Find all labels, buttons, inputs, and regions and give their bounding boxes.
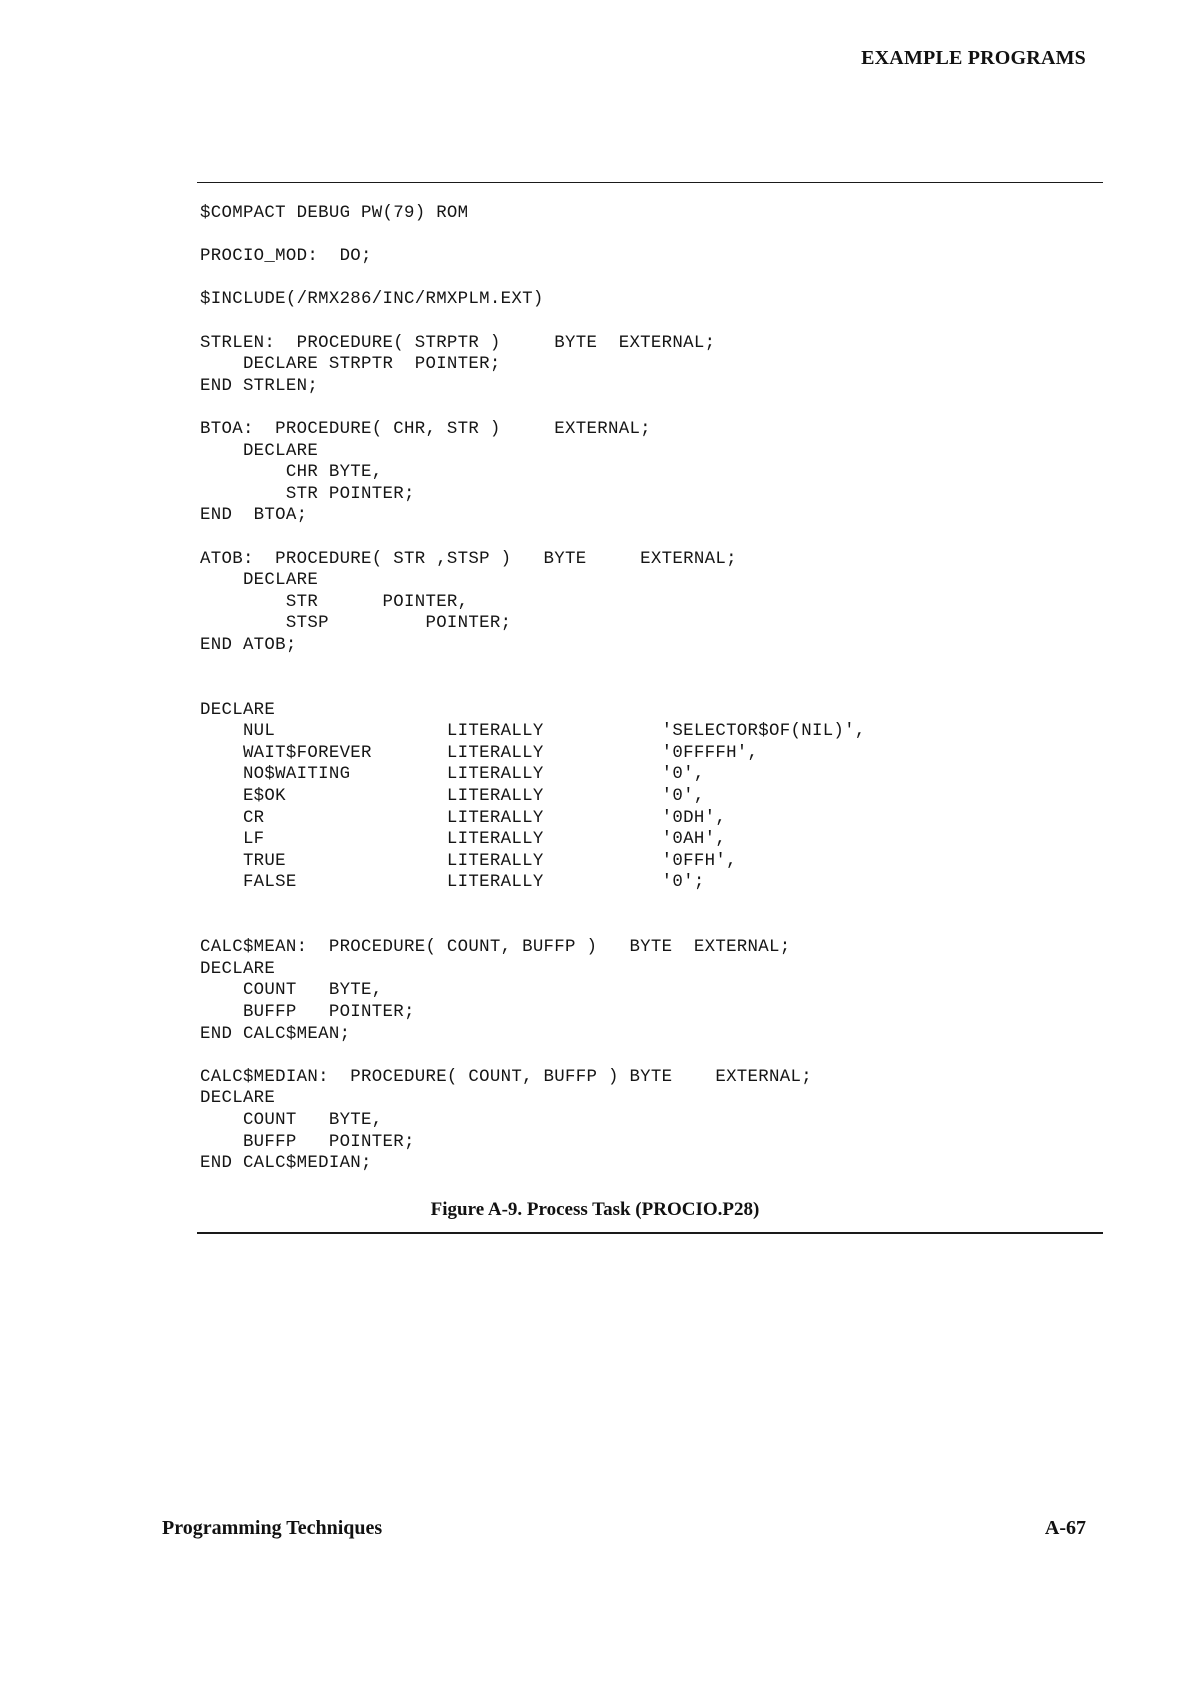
- code-line: $COMPACT DEBUG PW(79) ROM: [200, 204, 469, 223]
- code-line: E$OK LITERALLY '0',: [200, 787, 705, 807]
- code-line: DECLARE: [200, 441, 319, 461]
- code-line: DECLARE: [200, 959, 276, 979]
- code-line: LF LITERALLY '0AH',: [200, 830, 727, 850]
- page-number: A-67: [1044, 1517, 1086, 1539]
- code-line: [200, 678, 866, 700]
- footer-book-title: Programming Techniques: [162, 1517, 383, 1539]
- code-line: NUL LITERALLY 'SELECTOR$OF(NIL)',: [200, 722, 866, 742]
- code-line: DECLARE: [200, 571, 319, 591]
- code-line: PROCIO_MOD: DO;: [200, 247, 372, 267]
- code-line: [200, 397, 866, 419]
- code-line: STRLEN: PROCEDURE( STRPTR ) BYTE EXTERNAL;: [200, 333, 716, 353]
- code-line: DECLARE STRPTR POINTER;: [200, 355, 501, 375]
- code-line: DECLARE: [200, 1089, 276, 1109]
- code-line: STR POINTER;: [200, 484, 415, 504]
- code-line: STR POINTER,: [200, 592, 469, 612]
- code-line: TRUE LITERALLY '0FFH',: [200, 851, 737, 871]
- figure-top-rule: [197, 182, 1103, 183]
- code-line: BTOA: PROCEDURE( CHR, STR ) EXTERNAL;: [200, 419, 651, 439]
- code-line: [200, 656, 866, 678]
- code-line: END BTOA;: [200, 506, 308, 526]
- code-line: END ATOB;: [200, 635, 297, 655]
- code-line: [200, 311, 866, 333]
- code-line: BUFFP POINTER;: [200, 1132, 415, 1152]
- code-listing: [200, 203, 866, 1175]
- code-line: END CALC$MEDIAN;: [200, 1154, 372, 1174]
- code-line: CALC$MEAN: PROCEDURE( COUNT, BUFFP ) BYTE EXTERNAL;: [200, 938, 791, 958]
- code-line: [200, 225, 866, 247]
- code-line: CHR BYTE,: [200, 463, 383, 483]
- code-line: COUNT BYTE,: [200, 1110, 383, 1130]
- code-line: ATOB: PROCEDURE( STR ,STSP ) BYTE EXTERNAL;: [200, 549, 737, 569]
- running-header: EXAMPLE PROGRAMS: [861, 47, 1086, 69]
- code-line: [200, 527, 866, 549]
- code-line: [200, 894, 866, 916]
- code-line: FALSE LITERALLY '0';: [200, 873, 705, 893]
- code-line: END CALC$MEAN;: [200, 1024, 351, 1044]
- code-line: COUNT BYTE,: [200, 981, 383, 1001]
- code-line: [200, 1045, 866, 1067]
- figure-caption: Figure A-9. Process Task (PROCIO.P28): [430, 1199, 760, 1220]
- code-line: STSP POINTER;: [200, 614, 512, 634]
- code-line: CALC$MEDIAN: PROCEDURE( COUNT, BUFFP ) BYTE EXTERNAL;: [200, 1067, 812, 1087]
- code-line: [200, 268, 866, 290]
- code-line: WAIT$FOREVER LITERALLY '0FFFFH',: [200, 743, 759, 763]
- figure-bottom-rule: [197, 1232, 1103, 1234]
- code-line: $INCLUDE(/RMX286/INC/RMXPLM.EXT): [200, 290, 544, 310]
- code-line: END STRLEN;: [200, 376, 319, 396]
- code-line: DECLARE: [200, 700, 276, 720]
- code-line: CR LITERALLY '0DH',: [200, 808, 727, 828]
- code-line: BUFFP POINTER;: [200, 1002, 415, 1022]
- code-line: [200, 916, 866, 938]
- code-line: NO$WAITING LITERALLY '0',: [200, 765, 705, 785]
